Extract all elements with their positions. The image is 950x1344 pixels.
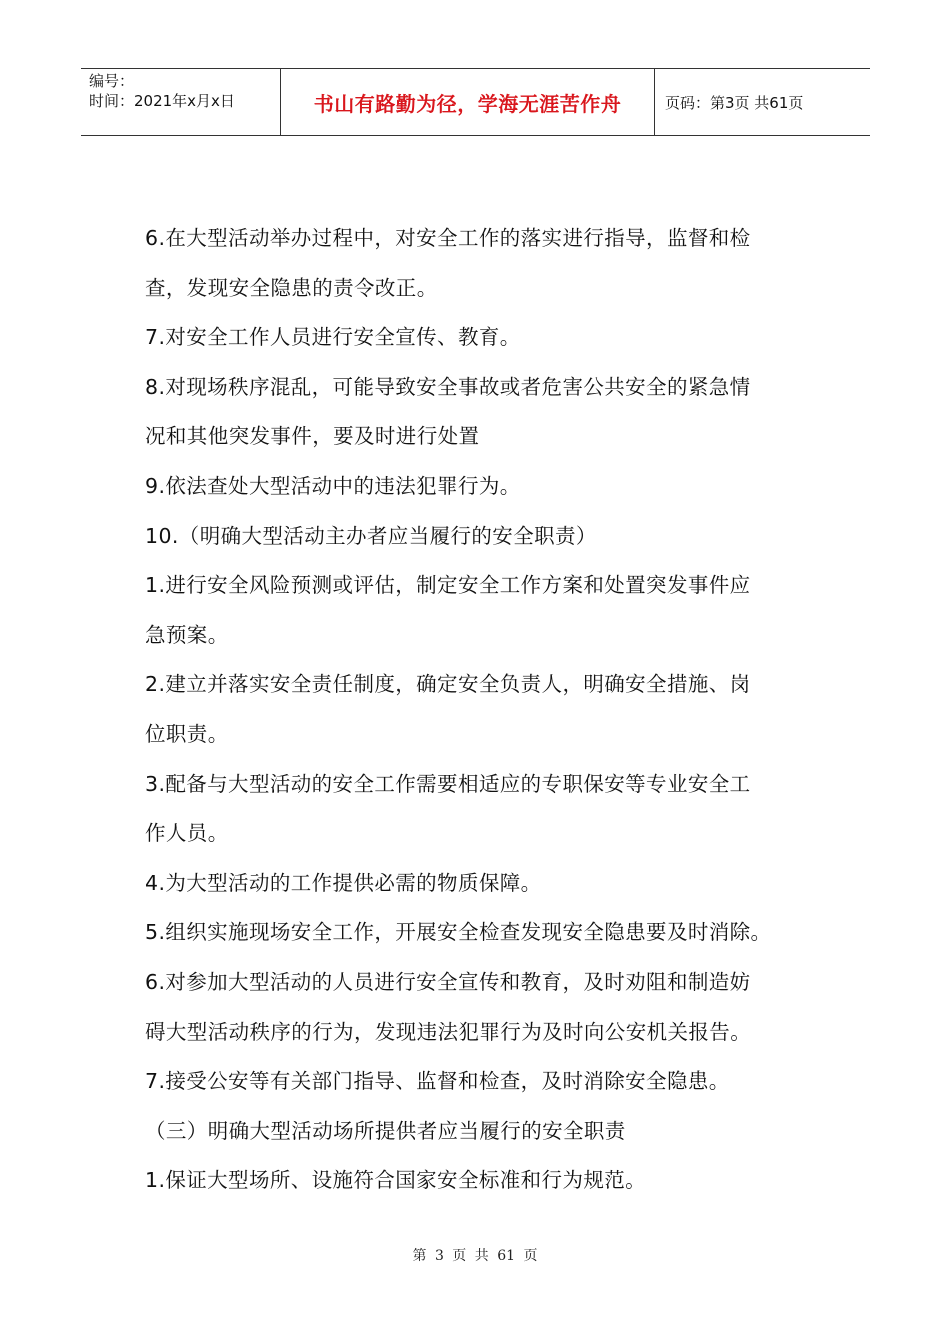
body-line: 4.为大型活动的工作提供必需的物质保障。 bbox=[145, 870, 542, 895]
body-line: 急预案。 bbox=[145, 622, 229, 647]
document-body bbox=[145, 214, 815, 1206]
body-line: 2.建立并落实安全责任制度，确定安全负责人，明确安全措施、岗 bbox=[145, 672, 751, 697]
document-date-label: 时间：2021年x月x日 bbox=[89, 92, 235, 110]
body-line: 位职责。 bbox=[145, 721, 229, 746]
body-line: 况和其他突发事件，要及时进行处置 bbox=[145, 424, 480, 449]
body-line: 3.配备与大型活动的安全工作需要相适应的专职保安等专业安全工 bbox=[145, 771, 751, 796]
header-meta bbox=[81, 69, 281, 135]
body-line: 8.对现场秩序混乱，可能导致安全事故或者危害公共安全的紧急情 bbox=[145, 374, 751, 399]
page-header bbox=[81, 68, 870, 136]
body-line: 1.进行安全风险预测或评估，制定安全工作方案和处置突发事件应 bbox=[145, 573, 751, 598]
body-line: 6.对参加大型活动的人员进行安全宣传和教育，及时劝阻和制造妨 bbox=[145, 969, 751, 994]
body-line: 10.（明确大型活动主办者应当履行的安全职责） bbox=[145, 523, 597, 548]
body-line: 作人员。 bbox=[145, 821, 229, 846]
page-footer: 第 3 页 共 61 页 bbox=[412, 1248, 538, 1264]
header-motto: 书山有路勤为径，学海无涯苦作舟 bbox=[281, 69, 655, 135]
body-line: 5.组织实施现场安全工作，开展安全检查发现安全隐患要及时消除。 bbox=[145, 920, 772, 945]
body-line: 查，发现安全隐患的责令改正。 bbox=[145, 275, 438, 300]
body-line: 7.对安全工作人员进行安全宣传、教育。 bbox=[145, 325, 521, 350]
body-line: 6.在大型活动举办过程中，对安全工作的落实进行指导，监督和检 bbox=[145, 226, 751, 250]
document-number-label: 编号： bbox=[89, 72, 135, 90]
body-line: 9.依法查处大型活动中的违法犯罪行为。 bbox=[145, 473, 521, 498]
body-line: （三）明确大型活动场所提供者应当履行的安全职责 bbox=[145, 1118, 626, 1143]
body-line: 7.接受公安等有关部门指导、监督和检查，及时消除安全隐患。 bbox=[145, 1069, 730, 1094]
body-line: 1.保证大型场所、设施符合国家安全标准和行为规范。 bbox=[145, 1168, 647, 1193]
header-page-info: 页码：第3页 共61页 bbox=[665, 93, 804, 112]
body-line: 碍大型活动秩序的行为，发现违法犯罪行为及时向公安机关报告。 bbox=[145, 1019, 752, 1044]
